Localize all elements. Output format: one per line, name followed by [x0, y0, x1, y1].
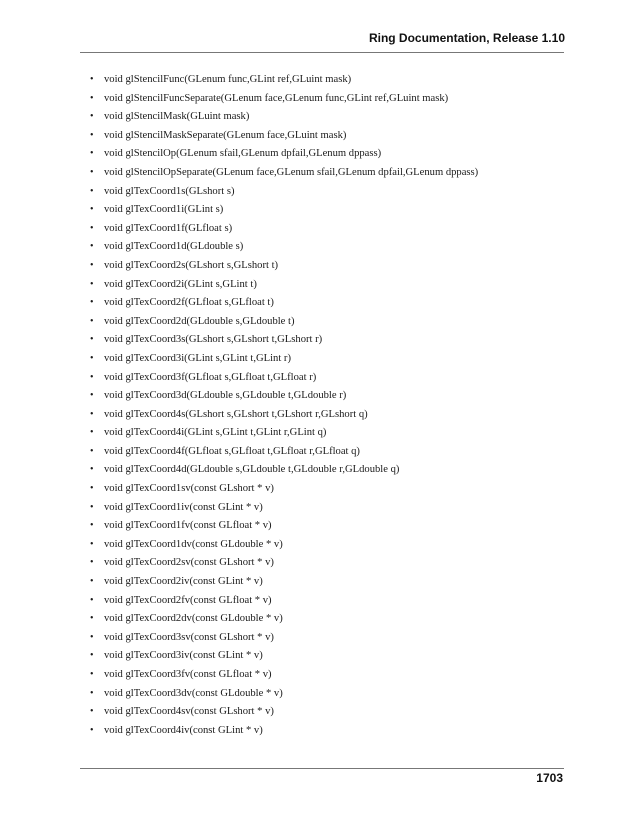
bullet-icon: • — [90, 334, 94, 346]
function-signature: void glTexCoord3fv(const GLfloat * v) — [104, 669, 272, 680]
function-signature: void glTexCoord1dv(const GLdouble * v) — [104, 538, 283, 550]
list-item — [90, 722, 478, 741]
function-signature: void glTexCoord1f(GLfloat s) — [104, 222, 233, 234]
function-signature: void glTexCoord2d(GLdouble s,GLdouble t) — [104, 315, 295, 327]
function-signature: void glTexCoord2i(GLint s,GLint t) — [104, 278, 257, 290]
list-item — [90, 201, 478, 220]
bullet-icon: • — [90, 520, 94, 532]
list-item — [90, 703, 478, 722]
function-signature: void glStencilOp(GLenum sfail,GLenum dpfail,GLenum dppass) — [104, 148, 382, 160]
page-number: 1703 — [536, 771, 563, 785]
bullet-icon: • — [90, 241, 94, 253]
function-signature: void glTexCoord1iv(const GLint * v) — [104, 501, 263, 513]
bullet-icon: • — [90, 557, 94, 569]
list-item — [90, 424, 478, 443]
list-item — [90, 517, 478, 536]
list-item — [90, 276, 478, 295]
function-signature: void glTexCoord4iv(const GLint * v) — [104, 724, 263, 736]
list-item — [90, 610, 478, 629]
bullet-icon: • — [90, 669, 94, 680]
list-item — [90, 220, 478, 239]
function-signature: void glTexCoord3i(GLint s,GLint t,GLint r) — [104, 352, 291, 364]
bullet-icon: • — [90, 613, 94, 625]
list-item — [90, 499, 478, 518]
function-signature: void glTexCoord2sv(const GLshort * v) — [104, 557, 274, 569]
function-signature: void glTexCoord3s(GLshort s,GLshort t,GLshort r) — [104, 334, 323, 346]
list-item — [90, 294, 478, 313]
function-signature: void glTexCoord3d(GLdouble s,GLdouble t,GLdouble r) — [104, 390, 347, 402]
list-item — [90, 387, 478, 406]
bullet-icon: • — [90, 445, 94, 457]
bullet-icon: • — [90, 185, 94, 197]
function-signature: void glTexCoord1i(GLint s) — [104, 204, 224, 216]
function-signature: void glTexCoord3sv(const GLshort * v) — [104, 631, 274, 643]
bullet-icon: • — [90, 390, 94, 402]
function-signature: void glTexCoord1fv(const GLfloat * v) — [104, 520, 272, 532]
bullet-icon: • — [90, 464, 94, 476]
function-signature: void glTexCoord2f(GLfloat s,GLfloat t) — [104, 297, 274, 309]
function-signature: void glTexCoord2iv(const GLint * v) — [104, 576, 263, 588]
list-item — [90, 238, 478, 257]
header-divider — [80, 52, 564, 53]
bullet-icon: • — [90, 538, 94, 550]
function-signature: void glTexCoord2fv(const GLfloat * v) — [104, 594, 272, 606]
bullet-icon: • — [90, 371, 94, 383]
list-item — [90, 685, 478, 704]
list-item — [90, 666, 478, 685]
list-item — [90, 164, 478, 183]
list-item — [90, 480, 478, 499]
function-signature: void glTexCoord4s(GLshort s,GLshort t,GLshort r,GLshort q) — [104, 408, 368, 420]
bullet-icon: • — [90, 631, 94, 643]
list-item — [90, 90, 478, 109]
function-signature: void glTexCoord2s(GLshort s,GLshort t) — [104, 259, 279, 271]
function-signature: void glStencilMaskSeparate(GLenum face,GLuint mask) — [104, 129, 347, 141]
page-header-title: Ring Documentation, Release 1.10 — [368, 31, 565, 45]
function-signature: void glTexCoord1sv(const GLshort * v) — [104, 483, 274, 495]
function-signature: void glTexCoord1s(GLshort s) — [104, 185, 235, 197]
bullet-icon: • — [90, 92, 94, 104]
bullet-icon: • — [90, 427, 94, 439]
list-item — [90, 573, 478, 592]
list-item — [90, 108, 478, 127]
bullet-icon: • — [90, 687, 94, 699]
function-list — [90, 71, 478, 740]
bullet-icon: • — [90, 352, 94, 364]
bullet-icon: • — [90, 724, 94, 736]
list-item — [90, 461, 478, 480]
bullet-icon: • — [90, 501, 94, 513]
list-item — [90, 127, 478, 146]
bullet-icon: • — [90, 576, 94, 588]
list-item — [90, 313, 478, 332]
function-signature: void glTexCoord3iv(const GLint * v) — [104, 650, 263, 662]
bullet-icon: • — [90, 74, 94, 85]
function-signature: void glTexCoord1d(GLdouble s) — [104, 241, 244, 253]
list-item — [90, 350, 478, 369]
function-signature: void glStencilFunc(GLenum func,GLint ref,GLuint mask) — [104, 74, 352, 85]
bullet-icon: • — [90, 297, 94, 309]
bullet-icon: • — [90, 148, 94, 160]
list-item — [90, 145, 478, 164]
bullet-icon: • — [90, 483, 94, 495]
list-item — [90, 554, 478, 573]
bullet-icon: • — [90, 650, 94, 662]
list-item — [90, 443, 478, 462]
function-signature: void glStencilMask(GLuint mask) — [104, 111, 250, 123]
list-item — [90, 257, 478, 276]
bullet-icon: • — [90, 259, 94, 271]
bullet-icon: • — [90, 166, 94, 178]
bullet-icon: • — [90, 222, 94, 234]
bullet-icon: • — [90, 111, 94, 123]
list-item — [90, 71, 478, 90]
function-signature: void glTexCoord4f(GLfloat s,GLfloat t,GLfloat r,GLfloat q) — [104, 445, 360, 457]
list-item — [90, 331, 478, 350]
function-signature: void glTexCoord2dv(const GLdouble * v) — [104, 613, 283, 625]
bullet-icon: • — [90, 278, 94, 290]
function-signature: void glTexCoord4i(GLint s,GLint t,GLint r,GLint q) — [104, 427, 327, 439]
function-signature: void glStencilFuncSeparate(GLenum face,GLenum func,GLint ref,GLuint mask) — [104, 92, 449, 104]
list-item — [90, 647, 478, 666]
function-signature: void glTexCoord3dv(const GLdouble * v) — [104, 687, 283, 699]
bullet-icon: • — [90, 204, 94, 216]
bullet-icon: • — [90, 129, 94, 141]
bullet-icon: • — [90, 315, 94, 327]
function-signature: void glTexCoord4d(GLdouble s,GLdouble t,GLdouble r,GLdouble q) — [104, 464, 400, 476]
bullet-icon: • — [90, 706, 94, 718]
function-signature: void glStencilOpSeparate(GLenum face,GLenum sfail,GLenum dpfail,GLenum dppass) — [104, 166, 479, 178]
function-signature: void glTexCoord3f(GLfloat s,GLfloat t,GLfloat r) — [104, 371, 317, 383]
list-item — [90, 183, 478, 202]
list-item — [90, 536, 478, 555]
list-item — [90, 592, 478, 611]
function-signature: void glTexCoord4sv(const GLshort * v) — [104, 706, 274, 718]
list-item — [90, 369, 478, 388]
bullet-icon: • — [90, 594, 94, 606]
list-item — [90, 406, 478, 425]
list-item — [90, 629, 478, 648]
footer-divider — [80, 768, 564, 769]
bullet-icon: • — [90, 408, 94, 420]
